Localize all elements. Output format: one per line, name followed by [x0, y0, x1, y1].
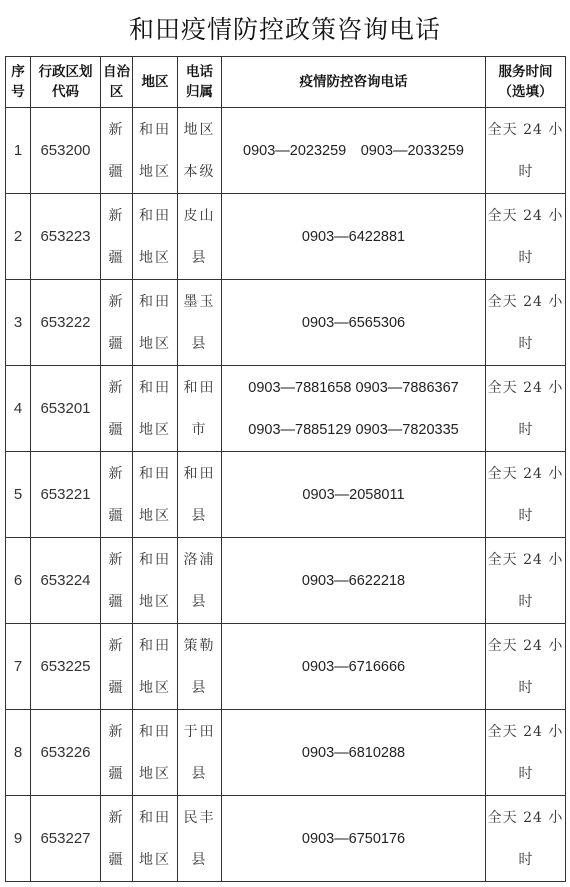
phone-cell: [222, 710, 486, 796]
admin-code-cell: 653221: [31, 452, 101, 538]
phone-cell: [222, 194, 486, 280]
seq-cell: 2: [6, 194, 31, 280]
table-row: [6, 280, 566, 366]
table-header-row: [6, 57, 566, 108]
autonomous-region-cell: 新 疆: [101, 710, 133, 796]
region-cell: 和田 地区: [133, 194, 178, 280]
seq-cell: 5: [6, 452, 31, 538]
page-title: 和田疫情防控政策咨询电话: [128, 15, 441, 44]
phone-belong-cell: 于田 县: [178, 710, 222, 796]
header-phone: 疫情防控咨询电话: [222, 57, 486, 108]
phone-number: 0903—6565306: [301, 314, 406, 331]
region-cell: 和田 地区: [133, 452, 178, 538]
region-cell: 和田 地区: [133, 710, 178, 796]
phone-belong-cell: 皮山 县: [178, 194, 222, 280]
region-cell: 和田 地区: [133, 538, 178, 624]
region-cell: 和田 地区: [133, 108, 178, 194]
phone-belong-cell: 和田 县: [178, 452, 222, 538]
region-cell: 和田 地区: [133, 280, 178, 366]
phone-number: 0903—7881658 0903—7886367: [248, 379, 459, 396]
seq-cell: 1: [6, 108, 31, 194]
autonomous-region-cell: 新 疆: [101, 280, 133, 366]
seq-cell: 7: [6, 624, 31, 710]
hours-cell: 全天 24 小 时: [486, 194, 566, 280]
hours-cell: 全天 24 小 时: [486, 366, 566, 452]
autonomous-region-cell: 新 疆: [101, 452, 133, 538]
header-autonomous-region: 自治 区: [101, 57, 133, 108]
header-region: 地区: [133, 57, 178, 108]
seq-cell: 9: [6, 796, 31, 882]
hours-cell: 全天 24 小 时: [486, 280, 566, 366]
autonomous-region-cell: 新 疆: [101, 108, 133, 194]
seq-cell: 8: [6, 710, 31, 796]
seq-cell: 4: [6, 366, 31, 452]
header-seq: 序 号: [6, 57, 31, 108]
hours-cell: 全天 24 小 时: [486, 624, 566, 710]
admin-code-cell: 653227: [31, 796, 101, 882]
phone-cell: [222, 452, 486, 538]
phone-belong-cell: 策勒 县: [178, 624, 222, 710]
phone-number: 0903—6422881: [301, 228, 406, 245]
admin-code-cell: 653226: [31, 710, 101, 796]
table-row: [6, 710, 566, 796]
phone-cell: [222, 108, 486, 194]
region-cell: 和田 地区: [133, 366, 178, 452]
admin-code-cell: 653200: [31, 108, 101, 194]
seq-cell: 6: [6, 538, 31, 624]
phone-belong-cell: 墨玉 县: [178, 280, 222, 366]
hours-cell: 全天 24 小 时: [486, 796, 566, 882]
phone-number: 0903—6750176: [301, 830, 406, 847]
table-row: [6, 452, 566, 538]
phone-cell: [222, 280, 486, 366]
phone-belong-cell: 和田 市: [178, 366, 222, 452]
phone-number: 0903—6622218: [301, 572, 406, 589]
autonomous-region-cell: 新 疆: [101, 796, 133, 882]
phone-cell: [222, 624, 486, 710]
table-row: [6, 796, 566, 882]
admin-code-cell: 653223: [31, 194, 101, 280]
seq-cell: 3: [6, 280, 31, 366]
hours-cell: 全天 24 小 时: [486, 108, 566, 194]
admin-code-cell: 653222: [31, 280, 101, 366]
table-row: [6, 624, 566, 710]
admin-code-cell: 653224: [31, 538, 101, 624]
autonomous-region-cell: 新 疆: [101, 366, 133, 452]
phone-cell: [222, 538, 486, 624]
phone-number: 0903—2023259 0903—2033259: [243, 142, 464, 159]
table-row: [6, 194, 566, 280]
table-row: [6, 108, 566, 194]
hours-cell: 全天 24 小 时: [486, 452, 566, 538]
admin-code-cell: 653225: [31, 624, 101, 710]
autonomous-region-cell: 新 疆: [101, 538, 133, 624]
hotline-table: [5, 56, 566, 882]
phone-number: 0903—7885129 0903—7820335: [248, 421, 459, 438]
autonomous-region-cell: 新 疆: [101, 194, 133, 280]
table-row: [6, 538, 566, 624]
phone-belong-cell: 洛浦 县: [178, 538, 222, 624]
header-hours: 服务时间 （选填）: [486, 57, 566, 108]
phone-cell: [222, 796, 486, 882]
admin-code-cell: 653201: [31, 366, 101, 452]
phone-cell: [222, 366, 486, 452]
phone-number: 0903—6810288: [301, 744, 406, 761]
region-cell: 和田 地区: [133, 796, 178, 882]
autonomous-region-cell: 新 疆: [101, 624, 133, 710]
phone-belong-cell: 民丰 县: [178, 796, 222, 882]
phone-number: 0903—6716666: [301, 658, 406, 675]
header-phone-belong: 电话 归属: [178, 57, 222, 108]
region-cell: 和田 地区: [133, 624, 178, 710]
phone-belong-cell: 地区 本级: [178, 108, 222, 194]
hours-cell: 全天 24 小 时: [486, 710, 566, 796]
hours-cell: 全天 24 小 时: [486, 538, 566, 624]
table-row: [6, 366, 566, 452]
phone-number: 0903—2058011: [302, 486, 405, 503]
header-code: 行政区划 代码: [31, 57, 101, 108]
